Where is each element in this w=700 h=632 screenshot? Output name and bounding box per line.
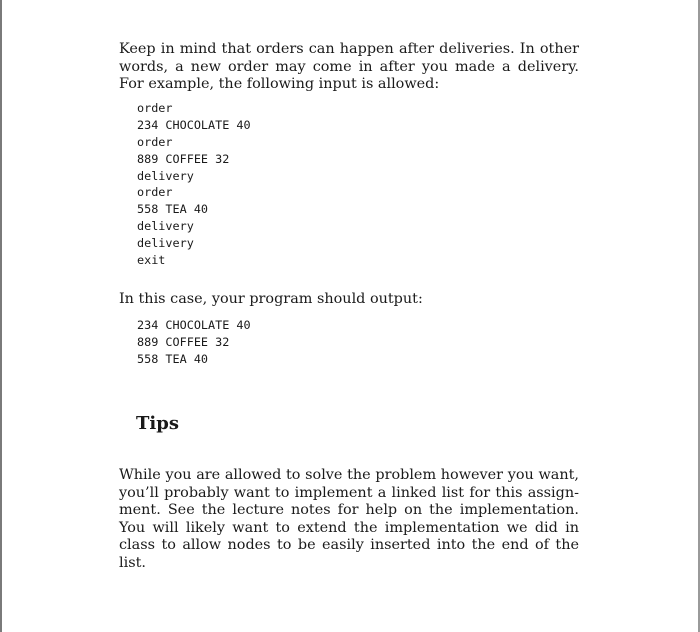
input-line: delivery [137, 168, 194, 183]
sample-output-block [137, 317, 251, 368]
input-line: exit [137, 253, 166, 268]
input-line: 889 COFFEE 32 [137, 151, 230, 166]
output-line: 889 COFFEE 32 [137, 334, 230, 349]
input-line: order [137, 185, 173, 200]
input-line: 234 CHOCOLATE 40 [137, 117, 251, 132]
input-line: delivery [137, 236, 194, 251]
sample-input-block [137, 100, 251, 269]
intro-paragraph: Keep in mind that orders can happen after deliveries. In other words, a new order may come in after you made a delivery. For example, the following input is allowed: [119, 41, 579, 93]
input-line: order [137, 101, 173, 115]
page-edge-left [0, 0, 2, 632]
output-line: 558 TEA 40 [137, 351, 209, 366]
input-line: delivery [137, 219, 194, 234]
input-line: 558 TEA 40 [137, 202, 209, 217]
tips-heading: Tips [136, 413, 179, 434]
input-line: order [137, 134, 173, 149]
output-line: 234 CHOCOLATE 40 [137, 318, 251, 332]
tips-paragraph: While you are allowed to solve the problem however you want, you’ll probably want to implement a linked list for this assign-ment. See the lecture notes for help on the implementation. You will likely want to extend the implementation we did in class to allow nodes to be easily inserted into the end of the list. [119, 467, 579, 571]
output-intro-paragraph: In this case, your program should output: [119, 291, 423, 307]
